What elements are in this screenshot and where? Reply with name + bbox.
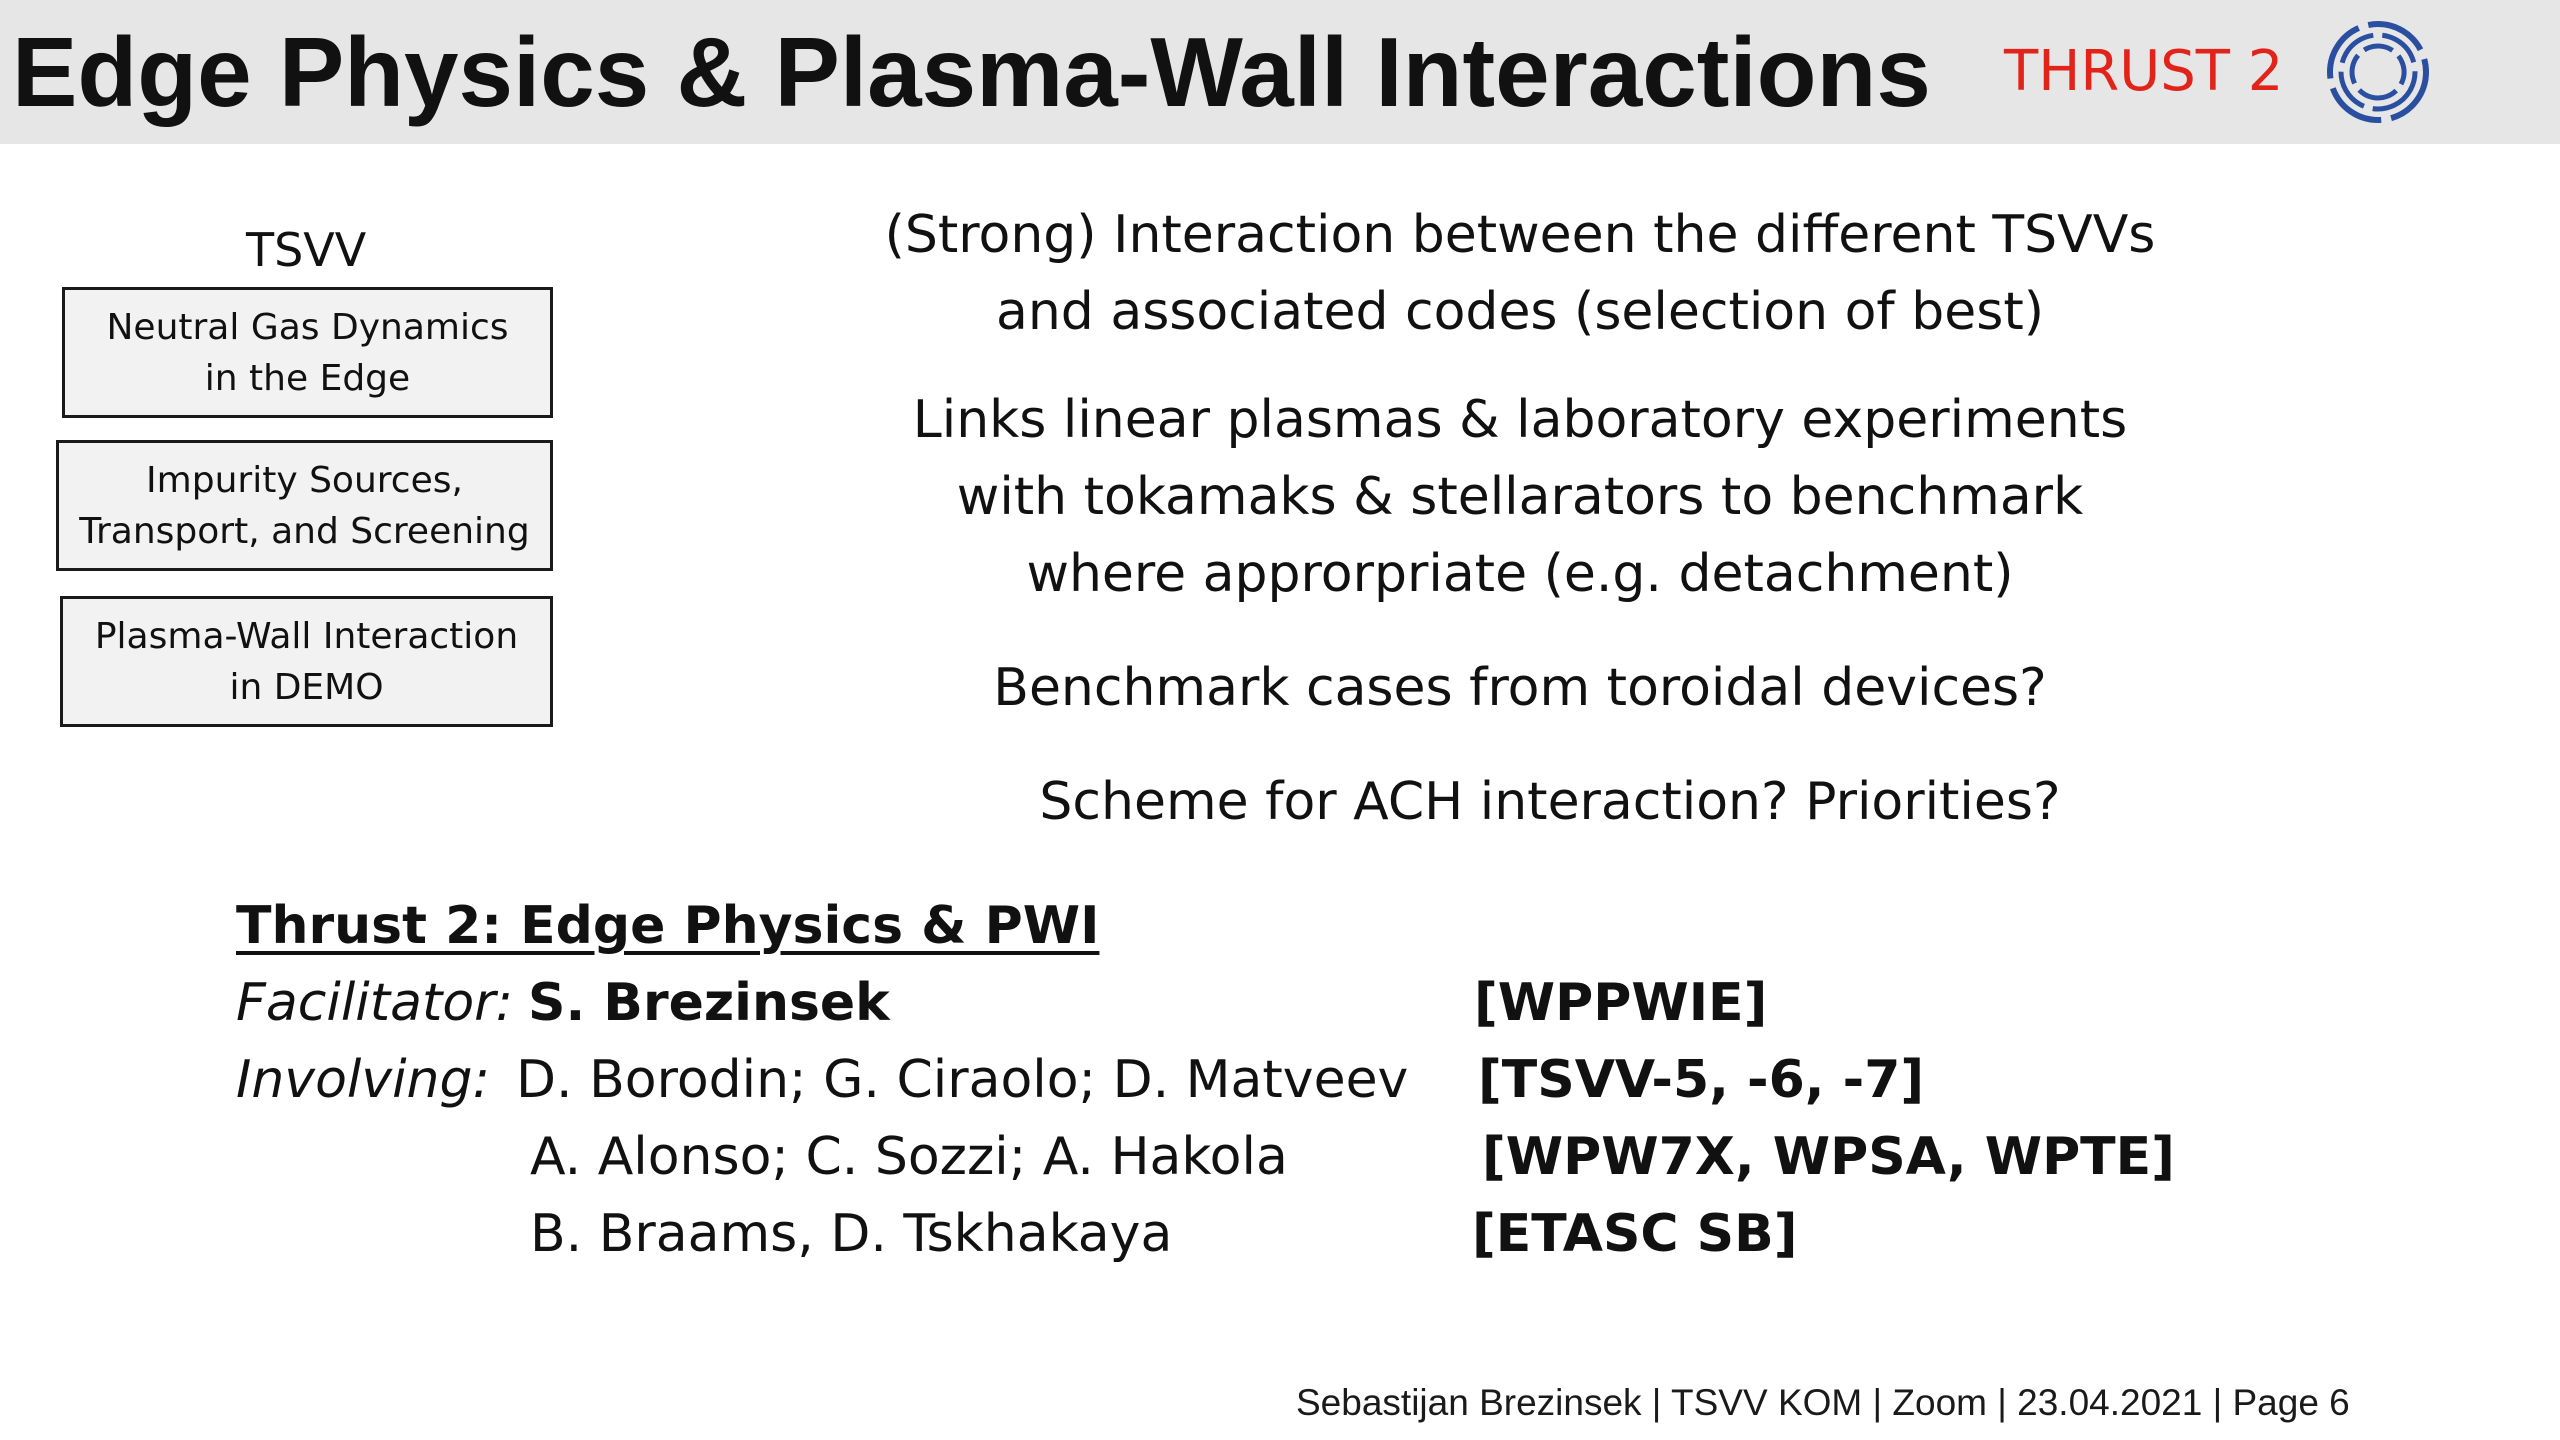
tsvv-box-plasma-wall [60,596,553,727]
paragraph-links: Links linear plasmas & laboratory experiments with tokamaks & stellarators to benchmark where approrpriate (e.g. detachment) [912,390,2128,604]
tsvv-box-label: Neutral Gas Dynamics in the Edge [106,306,509,399]
tsvv-box-label: Impurity Sources, Transport, and Screening [79,459,530,552]
facilitator-ref: [WPPWIE] [1474,973,1768,1033]
tsvv-heading: TSVV [246,223,367,277]
involving-ref: [WPW7X, WPSA, WPTE] [1482,1127,2175,1187]
slide-title: Edge Physics & Plasma-Wall Interactions [12,17,1931,127]
involving-ref: [TSVV-5, -6, -7] [1478,1050,1925,1110]
paragraph-scheme: Scheme for ACH interaction? Priorities? [1039,772,2061,832]
involving-ref: [ETASC SB] [1472,1204,1798,1264]
facilitator-name: S. Brezinsek [528,973,890,1033]
paragraph-benchmark: Benchmark cases from toroidal devices? [993,658,2047,718]
tsvv-box-impurity-sources [56,440,553,571]
facilitator-label: Facilitator: [236,973,514,1033]
thrust-title: Thrust 2: Edge Physics & PWI [236,896,1100,956]
slide-header [0,0,2560,144]
eurofusion-ring-logo-icon [2322,18,2434,126]
tsvv-box-label: Plasma-Wall Interaction in DEMO [94,615,519,708]
involving-names: A. Alonso; C. Sozzi; A. Hakola [530,1127,1288,1187]
tsvv-box-neutral-gas [62,287,553,418]
paragraph-interaction: (Strong) Interaction between the different TSVVs and associated codes (selection of best) [884,205,2156,342]
thrust-tag: THRUST 2 [2004,39,2284,104]
involving-label: Involving: [236,1050,491,1110]
involving-names: B. Braams, D. Tskhakaya [530,1204,1173,1264]
slide-footer: Sebastijan Brezinsek | TSVV KOM | Zoom | 23.04.2021 | Page 6 [1296,1382,2350,1423]
involving-names: D. Borodin; G. Ciraolo; D. Matveev [516,1050,1409,1110]
